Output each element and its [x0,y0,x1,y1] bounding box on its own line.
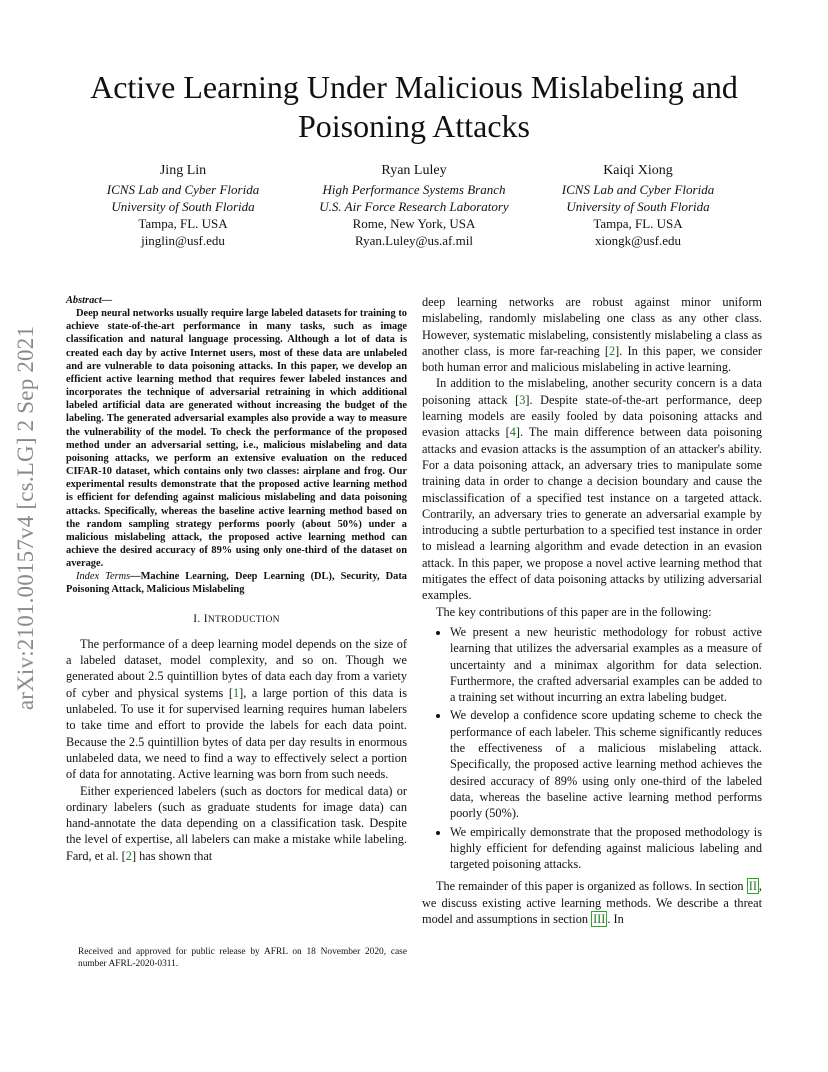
title-line-1: Active Learning Under Malicious Mislabeling and [90,69,738,105]
arxiv-sidebar [6,268,46,768]
index-terms-heading: Index Terms [76,571,131,583]
author-name: Ryan Luley [381,163,447,178]
title-line-2: Poisoning Attacks [297,108,530,144]
index-terms-text: —Machine Learning, Deep Learning (DL), Security, Data Poisoning Attack, Malicious Mislabeling [66,571,407,596]
author-name: Kaiqi Xiong [603,163,673,178]
abstract [66,294,407,570]
paper-title [60,68,768,146]
body-paragraph: deep learning networks are robust against minor uniform mislabeling, randomly mislabeling one class as any other class. However, systematic mislabeling, consistently mislabeling a class as another class, is more far-reaching [2]. In this paper, we consider both human error and malicious mislabeling in active learning. [422,295,762,375]
contributions-list [422,624,762,872]
arxiv-identifier: arXiv:2101.00157v4 [cs.LG] 2 Sep 2021 [13,325,38,711]
author-1 [58,162,308,249]
intro-paragraph-1: The performance of a deep learning model depends on the size of a labeled dataset, model complexity, and so on. Though we generated about 2.5 quintillion bytes of data each day from a variety of cyber and physical systems [1], a large portion of this data is unlabeled. To use it for supervised learning requires human labelers to take time and effort to provide the labels for each data point. Because the 2.5 quintillion bytes of data per day results in enormous unlabeled data, we need to find a way to effectively select a portion of data for annotating. Active learning was born from such needs. [66,636,407,782]
author-email: xiongk@usf.edu [595,233,681,248]
author-email: Ryan.Luley@us.af.mil [355,233,473,248]
author-institution: U.S. Air Force Research Laboratory [319,199,509,214]
author-location: Rome, New York, USA [352,216,476,231]
abstract-heading: Abstract— [66,295,113,306]
author-location: Tampa, FL. USA [138,216,228,231]
body-paragraph: In addition to the mislabeling, another security concern is a data poisoning attack [3]. Despite state-of-the-art performance, deep learning models are easily fooled by data poisoning attacks and evasion attacks [4]. The main difference between data poisoning attacks and evasion attacks is the assumption of an attacker's ability. For a data poisoning attack, an adversary tries to manipulate some training data in order to change a decision boundary and cause the misclassification of a specified test instance on a targeted attack. Contrarily, an adversary tries to generate an adversarial example by introducing a subtle perturbation to a specified test instance in order to mislead a learning algorithm and evade detection in an evasion attack. In this paper, we propose a novel active learning method that mitigates the effect of data poisoning attacks by utilizing adversarial examples. [422,376,763,603]
author-email: jinglin@usf.edu [141,233,225,248]
section-link[interactable]: II [748,879,757,894]
citation-link[interactable]: 2 [125,848,132,863]
list-item: • We empirically demonstrate that the proposed methodology is highly efficient for defending against malicious labeling and targeted poisoning attacks. [450,824,762,873]
author-location: Tampa, FL. USA [593,216,683,231]
author-2 [289,162,539,249]
intro-paragraph-2: Either experienced labelers (such as doctors for medical data) or ordinary labelers (such as graduate students for image data) can hand-annotate the data depending on a classification task. Despite the level of expertise, all labelers can make a mistake while labeling. Fard, et al. [2] has shown that [66,783,407,863]
list-item: • We present a new heuristic methodology for robust active learning that utilizes the adversarial examples as a measure of uncertainty and a minimax algorithm for data selection. Furthermore, the crafted adversarial examples can be added to a training set without incurring an extra labeling budget. [450,624,762,705]
left-column [66,294,407,864]
citation-link[interactable]: 3 [519,392,526,407]
author-affiliation: ICNS Lab and Cyber Florida [106,182,260,197]
author-3 [513,162,763,249]
abstract-text: Deep neural networks usually require large labeled datasets for training to achieve state-of-the-art performance in many tasks, such as image classification and natural language processing. Although a lot of data is created each day by active Internet users, most of these data are unlabeled and are vulnerable to data poisoning attacks. In this paper, we develop an efficient active learning method that requires fewer labeled instances and incorporates the technique of adversarial retraining in which additional labeled artificial data are generated without increasing the budget of the labeling. The generated adversarial examples also provide a way to measure the vulnerability of the model. To check the performance of the proposed method under an adversarial setting, i.e., malicious mislabeling and data poisoning attacks, we perform an extensive evaluation on the reduced CIFAR-10 dataset, which contains only two classes: airplane and frog. Our experimental results demonstrate that the proposed active learning method is efficient for defending against malicious mislabeling and data poisoning attacks. Specifically, whereas the baseline active learning method based on the random sampling strategy performs poorly (about 50%) under a malicious mislabeling attack, the proposed active learning method can achieve the desired accuracy of 89% using only one-third of the dataset on average. [66,308,407,570]
citation-link[interactable]: 1 [232,685,240,700]
author-affiliation: ICNS Lab and Cyber Florida [561,182,715,197]
author-affiliation: High Performance Systems Branch [322,182,506,197]
body-paragraph: The key contributions of this paper are in the following: [436,604,712,619]
footnote-text: Received and approved for public release by AFRL on 18 November 2020, case number AFRL-2020-0311. [78,947,407,969]
author-name: Jing Lin [159,163,207,178]
citation-link[interactable]: 4 [509,425,516,440]
citation-link[interactable]: 2 [609,343,616,358]
author-institution: University of South Florida [111,199,255,214]
footnote [66,946,407,970]
author-institution: University of South Florida [566,199,710,214]
body-paragraph: The remainder of this paper is organized as follows. In section II , we discuss existing active learning methods. We describe a threat model and assumptions in section III . In [422,879,762,926]
section-heading-introduction: I. INTRODUCTION [193,612,280,625]
index-terms [66,570,407,596]
section-link[interactable]: III [593,911,606,926]
right-column [422,294,762,927]
list-item: • We develop a confidence score updating scheme to check the performance of each labeler. This scheme significantly reduces the effectiveness of a malicious mislabeling attack. Specifically, the proposed active learning method achieves the desired accuracy of 89% using only one-third of the labeled data, whereas the baseline active learning method performs poorly (50%). [450,707,762,821]
